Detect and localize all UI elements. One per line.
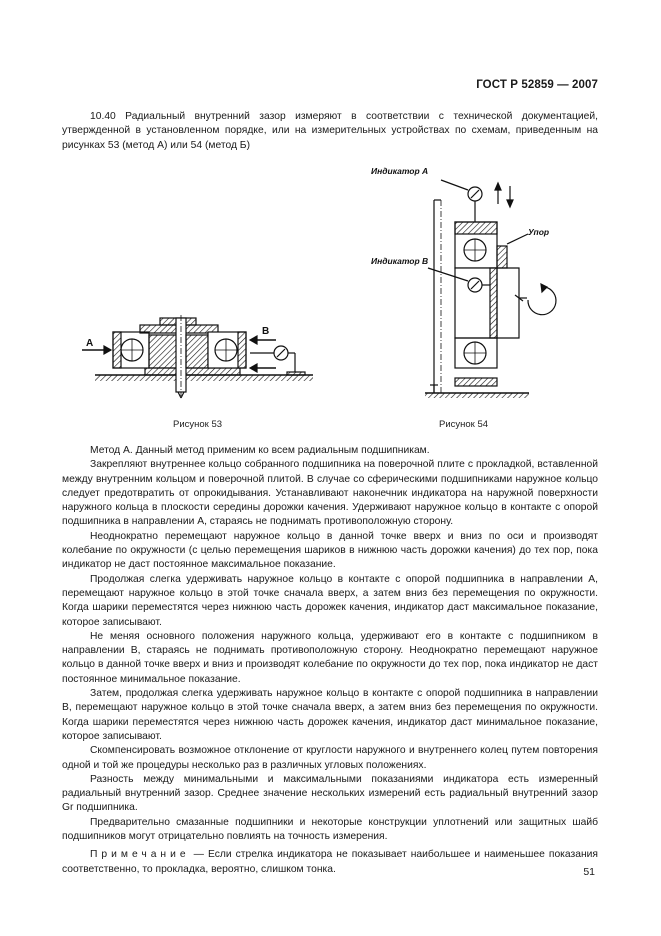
paragraph: Предварительно смазанные подшипники и некоторые конструкции уплотнений или защитных шайб подшипников могут отрицательно повлиять на точность измерения. (62, 816, 598, 843)
paragraph: Не меняя основного положения наружного кольца, удерживают его в контакте с подшипником в направлении В, стараясь не поднимать противоположную сторону. Неоднократно перемещают наружное кольцо в данной точке вверх и вниз и производят колебание по окружности до тех пор, пока индикатор не даст постоянное минимальное показание. (62, 630, 598, 685)
paragraph: Затем, продолжая слегка удерживать наружное кольцо в контакте с опорой подшипника в направлении В, перемещают наружное кольцо в этой точке сначала вверх, а затем вниз без перемещения по окружности. Когда шарики переместятся через нижнюю часть дорожек качения, индикатор даст минимальное показание, которое записывают. (62, 688, 598, 742)
paragraph: Метод А. Данный метод применим ко всем радиальным подшипникам. (90, 445, 430, 456)
fig54-indicator-b-dial (468, 278, 482, 292)
page-number: 51 (583, 866, 595, 878)
fig53-label-b: В (262, 326, 270, 337)
note-text: Если стрелка индикатора не показывает наибольшее и наименьшее показания соответственно, то прокладка, вероятно, слишком тонка. (62, 849, 598, 875)
figure-54-caption: Рисунок 54 (439, 419, 489, 430)
paragraph: Разность между минимальными и максимальными показаниями индикатора есть измеренный радиальный внутренний зазор. Среднее значение нескольких измерений есть радиальный внутренний зазор Gr подшипника. (62, 773, 598, 814)
intro-text: 10.40 Радиальный внутренний зазор измеряют в соответствии с технической документацией, утвержденной в установленном порядке, или на измерительных устройствах по схемам, приведенным на рисунках 53 (метод А) или 54 (метод Б) (62, 111, 598, 151)
paragraph: Продолжая слегка удерживать наружное кольцо в контакте с опорой подшипника в направлении А, перемещают наружное кольцо в этой точке сначала вверх, а затем вниз без перемещения по окружности. Когда шарики переместятся через нижнюю часть дорожек качения, индикатор даст максимальное показание, которое записывают. (62, 573, 598, 628)
method-a-text (62, 444, 598, 877)
paragraph: Скомпенсировать возможное отклонение от круглости наружного и внутреннего колец путем повторения одной и той же процедуры несколько раз в различных угловых положениях. (62, 745, 598, 771)
fig54-ball-lower (464, 342, 486, 364)
paragraph: Закрепляют внутреннее кольцо собранного подшипника на поверочной плите с прокладкой, вставленной между внутренним кольцом и поверочной плитой. В случае со сферическими подшипниками наружное кольцо следует предотвратить от опрокидывания. Устанавливают наконечник индикатора на наружной поверхности наружного кольца в плоскости середины дорожки качения. Удерживают наружное кольцо в контакте с опорой подшипника в направлении А, стараясь не поднимать противоположную сторону. (62, 459, 598, 528)
note-label: Примечание (90, 849, 190, 861)
fig54-label-indicator-b: Индикатор В (371, 256, 429, 266)
fig54-indicator-a-dial (468, 187, 482, 201)
fig53-ball-left (121, 339, 143, 361)
fig54-label-stop: Упор (528, 227, 550, 237)
fig53-base-plate (95, 375, 313, 381)
fig53-indicator-dial (274, 346, 288, 360)
paragraph: Неоднократно перемещают наружное кольцо в данной точке вверх и вниз по оси и производят колебание по окружности (с целью перемещения шариков в нижнюю часть дорожки качения) до тех пор, пока индикатор не даст постоянное максимальное показание. (62, 530, 598, 571)
intro-paragraph (62, 110, 598, 153)
figure-54 (425, 180, 556, 398)
fig53-label-a: А (86, 338, 94, 349)
fig54-ball-upper (464, 239, 486, 261)
document-code: ГОСТ Р 52859 — 2007 (476, 79, 598, 91)
fig54-label-indicator-a: Индикатор А (371, 166, 429, 176)
fig53-ball-right (215, 339, 237, 361)
figure-53-caption: Рисунок 53 (173, 419, 223, 430)
note-dash: — (189, 849, 208, 861)
note (62, 848, 598, 877)
figure-53 (82, 315, 313, 398)
